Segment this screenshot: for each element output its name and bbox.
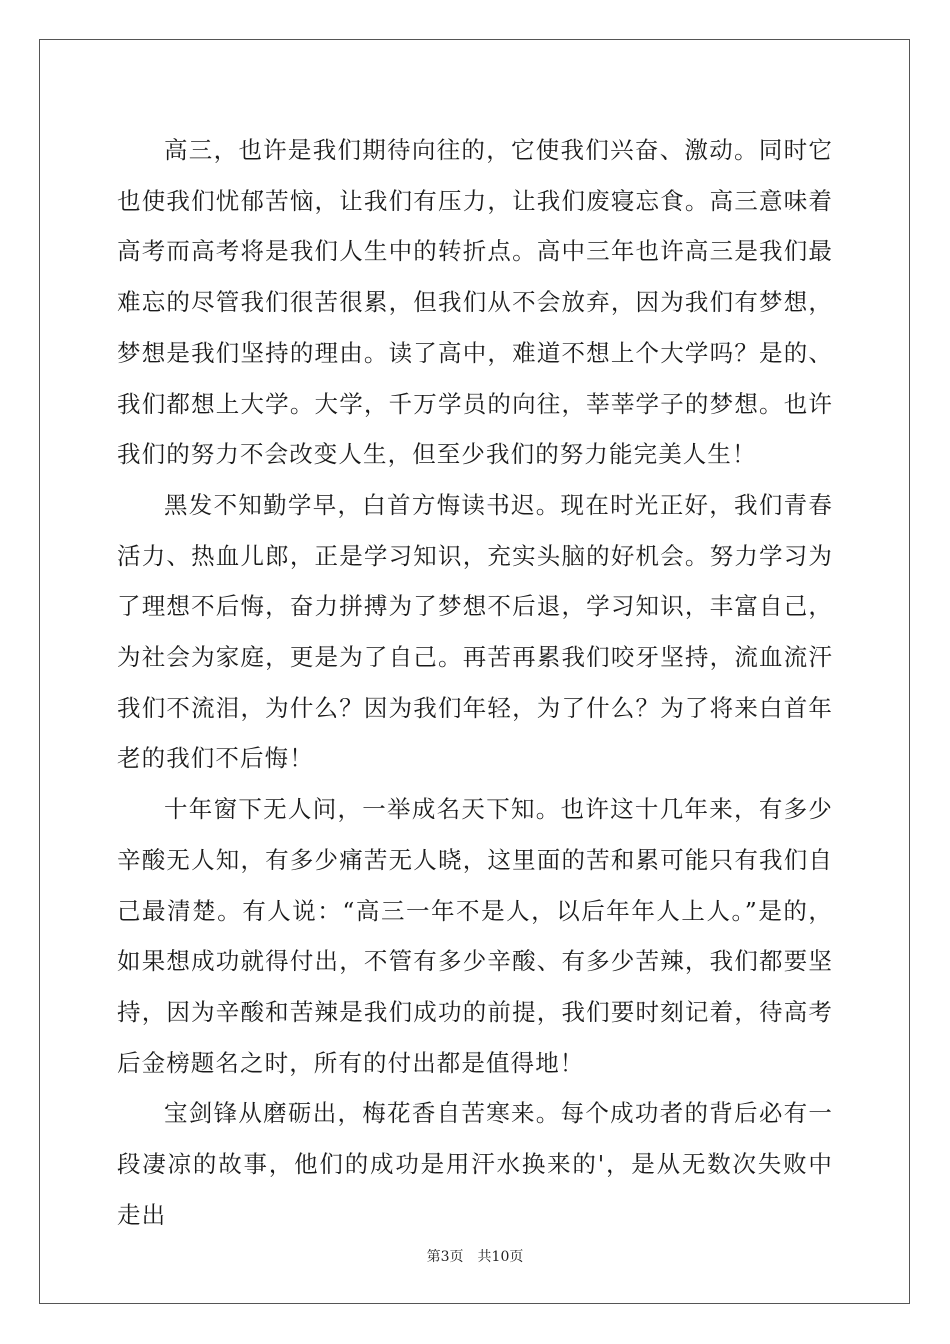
paragraph-1: 高三，也许是我们期待向往的，它使我们兴奋、激动。同时它也使我们忧郁苦恼，让我们有压力，让我们废寝忘食。高三意味着高考而高考将是我们人生中的转折点。高中三年也许高三是我们最难忘的尽管我们很苦很累，但我们从不会放弃，因为我们有梦想，梦想是我们坚持的理由。读了高中，难道不想上个大学吗？是的、我们都想上大学。大学，千万学员的向往，莘莘学子的梦想。也许我们的努力不会改变人生，但至少我们的努力能完美人生！: [117, 136, 833, 469]
page-number-footer: 第3页 共10页: [426, 1249, 524, 1265]
paragraph-2: 黑发不知勤学早，白首方悔读书迟。现在时光正好，我们青春活力、热血儿郎，正是学习知识，充实头脑的好机会。努力学习为了理想不后悔，奋力拼搏为了梦想不后退，学习知识，丰富自己，为社会为家庭，更是为了自己。再苦再累我们咬牙坚持，流血流汗我们不流泪，为什么？因为我们年轻，为了什么？为了将来白首年老的我们不后悔！: [117, 490, 833, 773]
paragraph-3: 十年窗下无人问，一举成名天下知。也许这十几年来，有多少辛酸无人知，有多少痛苦无人晓，这里面的苦和累可能只有我们自己最清楚。有人说：“高三一年不是人，以后年年人上人。”是的，如果想成功就得付出，不管有多少辛酸、有多少苦辣，我们都要坚持，因为辛酸和苦辣是我们成功的前提，我们要时刻记着，待高考后金榜题名之时，所有的付出都是值得地！: [117, 795, 833, 1077]
document-body: [117, 125, 833, 1240]
paragraph-4: 宝剑锋从磨砺出，梅花香自苦寒来。每个成功者的背后必有一段凄凉的故事，他们的成功是用汗水换来的'，是从无数次失败中走出: [117, 1099, 833, 1229]
